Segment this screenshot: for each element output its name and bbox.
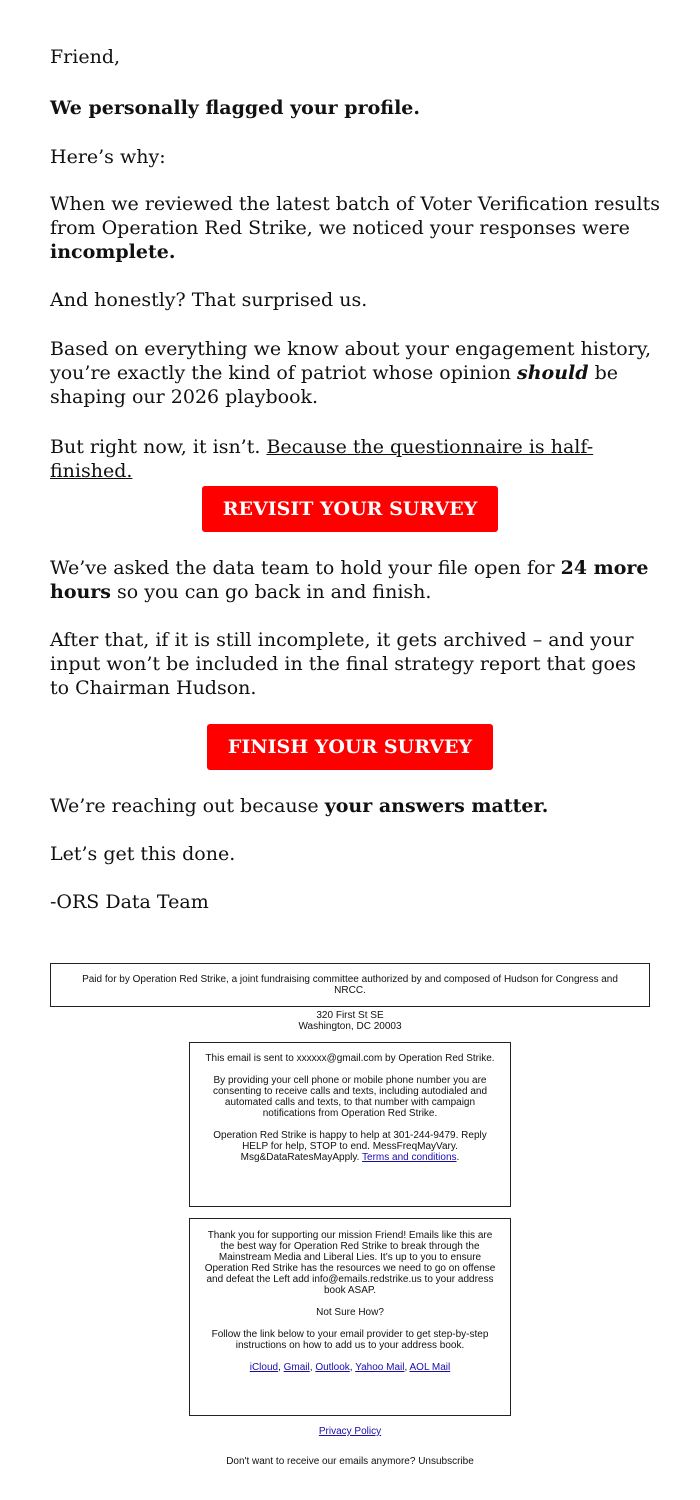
consent-box xyxy=(189,1042,511,1207)
paragraph-right-now-text: But right now, it isn’t. xyxy=(50,436,267,458)
paragraph-after: After that, if it is still incomplete, it gets archived – and your input won’t be included in the final strategy report that goes to Chairman Hudson. xyxy=(50,629,636,699)
aol-mail-link[interactable]: AOL Mail xyxy=(409,1362,451,1373)
paragraph-based-after: be shaping our 2026 playbook. xyxy=(50,362,618,408)
paragraph-why: Here’s why: xyxy=(50,146,166,168)
paragraph-honestly: And honestly? That surprised us. xyxy=(50,289,368,311)
revisit-survey-button[interactable]: REVISIT YOUR SURVEY xyxy=(202,486,498,532)
yahoo-mail-link[interactable]: Yahoo Mail xyxy=(355,1362,405,1373)
paragraph-reaching xyxy=(50,794,660,818)
privacy-policy-container xyxy=(0,1426,700,1437)
paragraph-asked-after: so you can go back in and finish. xyxy=(111,581,432,603)
unsubscribe-text[interactable]: Don't want to receive our emails anymore? Unsubscribe xyxy=(226,1456,474,1467)
signature: -ORS Data Team xyxy=(50,891,209,913)
provider-separator: , xyxy=(349,1362,356,1373)
help-text: Operation Red Strike is happy to help at 301-244-9479. Reply HELP for help, STOP to end. MessFreqMayVary. Msg&DataRatesMayApply. xyxy=(213,1130,487,1163)
provider-separator: , xyxy=(404,1362,410,1373)
answers-matter-emphasis: your answers matter. xyxy=(324,795,549,817)
paragraph-reaching-before: We’re reaching out because xyxy=(50,795,325,817)
cta2-container xyxy=(0,724,700,770)
consent-text: By providing your cell phone or mobile phone number you are consenting to receive calls and texts, including autodialed and automated calls and texts, to that number with campaign notifications from Operation Red Strike. xyxy=(212,1075,488,1119)
paid-for-text: Paid for by Operation Red Strike, a joint fundraising committee authorized by and composed of Hudson for Congress and NRCC. xyxy=(82,974,618,996)
provider-separator: , xyxy=(309,1362,316,1373)
hours-emphasis: 24 more hours xyxy=(50,557,649,603)
headline: We personally flagged your profile. xyxy=(50,97,420,119)
paragraph-asked xyxy=(50,556,660,604)
cta1-container xyxy=(0,486,700,532)
privacy-policy-link[interactable]: Privacy Policy xyxy=(318,1426,382,1437)
sent-to-text: This email is sent to xxxxxx@gmail.com by Operation Red Strike. xyxy=(205,1053,495,1064)
paragraph-reviewed-text: When we reviewed the latest batch of Voter Verification results from Operation Red Strike, we noticed your responses were xyxy=(50,193,660,239)
terms-link[interactable]: Terms and conditions xyxy=(362,1152,457,1163)
gmail-link[interactable]: Gmail xyxy=(283,1362,310,1373)
icloud-link[interactable]: iCloud xyxy=(249,1362,279,1373)
follow-text: Follow the link below to your email provider to get step-by-step instructions on how to add us to your address book. xyxy=(211,1329,489,1351)
paragraph-based-before: Based on everything we know about your engagement history, you’re exactly the kind of patriot whose opinion xyxy=(50,338,652,384)
thanks-text: Thank you for supporting our mission Friend! Emails like this are the best way for Operation Red Strike to break through the Mainstream Media and Liberal Lies. It’s up to you to ensure Operation Red Strike has the resources we need to go on offense and defeat the Left add info@emails.redstrike.us to your address book ASAP. xyxy=(204,1230,496,1296)
outlook-link[interactable]: Outlook xyxy=(315,1362,350,1373)
questionnaire-link[interactable]: Because the questionnaire is half-finished. xyxy=(50,436,594,482)
paragraph-right-now xyxy=(50,435,660,483)
terms-suffix: . xyxy=(456,1152,460,1163)
paragraph-based xyxy=(50,337,660,409)
address-book-box xyxy=(189,1218,511,1416)
provider-links xyxy=(200,1362,500,1373)
incomplete-emphasis: incomplete. xyxy=(50,241,176,263)
paid-for-box xyxy=(50,963,650,1007)
address-line-2: Washington, DC 20003 xyxy=(298,1021,402,1032)
paragraph-lets: Let’s get this done. xyxy=(50,843,236,865)
should-emphasis: should xyxy=(517,362,589,384)
address-line-1: 320 First St SE xyxy=(316,1010,384,1021)
not-sure-text: Not Sure How? xyxy=(316,1307,384,1318)
paragraph-reviewed xyxy=(50,192,660,264)
paragraph-asked-before: We’ve asked the data team to hold your file open for xyxy=(50,557,561,579)
greeting: Friend, xyxy=(50,46,121,68)
finish-survey-button[interactable]: FINISH YOUR SURVEY xyxy=(207,724,493,770)
provider-separator: , xyxy=(278,1362,284,1373)
help-paragraph xyxy=(200,1130,500,1163)
